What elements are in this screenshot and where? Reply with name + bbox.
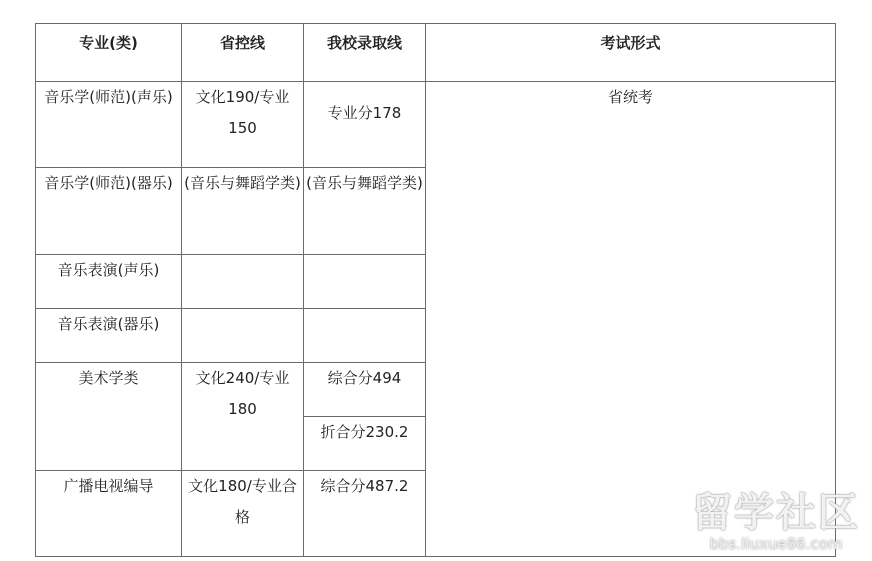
- major-cell: 音乐学(师范)(声乐): [36, 82, 182, 168]
- major-cell: 音乐学(师范)(器乐): [36, 168, 182, 255]
- province-line-cell: 文化190/专业150: [182, 82, 304, 168]
- school-line-cell: 折合分230.2: [304, 417, 426, 471]
- watermark: [692, 491, 860, 553]
- school-line-cell: 综合分494: [304, 363, 426, 417]
- school-line-cell: 综合分487.2: [304, 471, 426, 557]
- school-line-cell: 专业分178: [304, 82, 426, 168]
- major-cell: 音乐表演(声乐): [36, 255, 182, 309]
- school-line-cell: (音乐与舞蹈学类): [304, 168, 426, 255]
- admission-score-table: [35, 23, 836, 557]
- watermark-url: bbs.liuxue86.com: [709, 535, 843, 553]
- header-exam-form: 考试形式: [426, 24, 836, 82]
- header-province-line: 省控线: [182, 24, 304, 82]
- major-cell: 美术学类: [36, 363, 182, 471]
- header-major: 专业(类): [36, 24, 182, 82]
- exam-form-cell: 省统考: [426, 82, 836, 557]
- major-cell: 音乐表演(器乐): [36, 309, 182, 363]
- province-line-cell: [182, 255, 304, 309]
- header-row: [36, 24, 836, 82]
- province-line-cell: (音乐与舞蹈学类): [182, 168, 304, 255]
- province-line-cell: [182, 309, 304, 363]
- major-cell: 广播电视编导: [36, 471, 182, 557]
- table-row: [36, 82, 836, 168]
- watermark-logo: 留学社区: [692, 490, 860, 536]
- province-line-cell: 文化180/专业合格: [182, 471, 304, 557]
- province-line-cell: 文化240/专业180: [182, 363, 304, 471]
- header-school-line: 我校录取线: [304, 24, 426, 82]
- school-line-cell: [304, 309, 426, 363]
- school-line-cell: [304, 255, 426, 309]
